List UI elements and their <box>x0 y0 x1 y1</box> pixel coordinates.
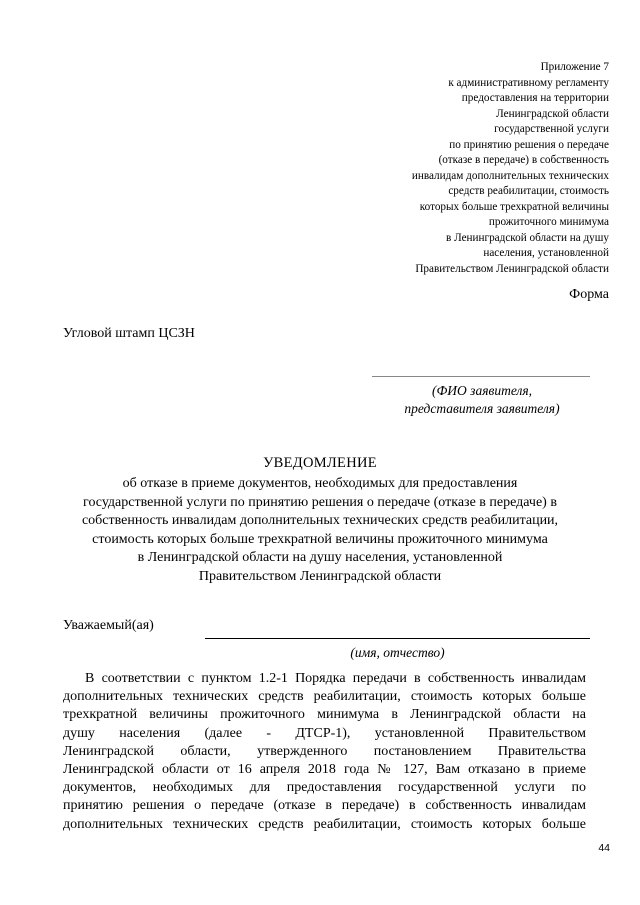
form-label: Форма <box>569 287 609 302</box>
name-caption: (имя, отчество) <box>350 645 445 660</box>
notice-subtitle-line: об отказе в приеме документов, необходимых для предоставления <box>122 476 518 491</box>
notice-subtitle-line: собственность инвалидам дополнительных технических средств реабилитации, <box>81 513 559 528</box>
annex-line: в Ленинградской области на душу <box>445 231 609 244</box>
annex-line: к административному регламенту <box>448 76 609 89</box>
notice-subtitle-line: Правительством Ленинградской области <box>198 568 442 584</box>
annex-line: Приложение 7 <box>540 61 609 73</box>
notice-title: УВЕДОМЛЕНИЕ <box>263 455 377 471</box>
body-line: дополнительных технических средств реабилитации, стоимость которых больше <box>63 689 586 705</box>
annex-line: средств реабилитации, стоимость <box>448 185 609 197</box>
name-line <box>205 638 590 639</box>
greeting: Уважаемый(ая) <box>63 618 154 633</box>
body-line: документов, необходимых для предоставления государственной услуги по <box>63 780 586 796</box>
body-line: Ленинградской области, утвержденного постановлением Правительства <box>63 743 586 759</box>
body-line: Ленинградской области от 16 апреля 2018 года № 127, Вам отказано в приеме <box>63 762 586 778</box>
annex-line: (отказе в передаче) в собственность <box>438 154 609 166</box>
annex-line: прожиточного минимума <box>488 216 609 228</box>
applicant-caption-line: (ФИО заявителя, <box>431 383 533 398</box>
body-line: трехкратной величины прожиточного минимума в Ленинградской области на <box>63 707 586 723</box>
notice-subtitle-line: в Ленинградской области на душу населения, установленной <box>137 550 503 565</box>
annex-line: предоставления на территории <box>461 92 609 104</box>
applicant-caption-line: представителя заявителя) <box>404 401 560 416</box>
body-line: душу населения (далее - ДТСР-1), установленной Правительством <box>63 725 586 741</box>
annex-line: инвалидам дополнительных технических <box>411 169 609 182</box>
body-paragraph <box>63 670 586 834</box>
body-line: В соответствии с пунктом 1.2-1 Порядка передачи в собственность инвалидам <box>85 671 586 686</box>
annex-header <box>329 60 609 277</box>
annex-line: населения, установленной <box>483 247 609 259</box>
annex-line: Ленинградской области <box>496 107 609 120</box>
notice-subtitle <box>40 475 600 586</box>
body-line: принятию решения о передаче (отказе в передаче) в собственность инвалидам <box>63 798 586 814</box>
notice-subtitle-line: стоимость которых больше трехкратной величины прожиточного минимума <box>92 531 548 547</box>
annex-line: которых больше трехкратной величины <box>419 200 609 213</box>
applicant-line <box>372 376 590 377</box>
body-line: дополнительных технических средств реабилитации, стоимость которых больше <box>63 816 586 832</box>
annex-line: государственной услуги <box>494 123 609 135</box>
page-number: 44 <box>598 842 610 854</box>
annex-line: Правительством Ленинградской области <box>415 262 609 275</box>
stamp-label: Угловой штамп ЦСЗН <box>63 326 195 341</box>
notice-subtitle-line: государственной услуги по принятию решения о передаче (отказе в передаче) в <box>83 494 557 510</box>
applicant-caption <box>362 382 602 418</box>
annex-line: по принятию решения о передаче <box>449 138 609 151</box>
